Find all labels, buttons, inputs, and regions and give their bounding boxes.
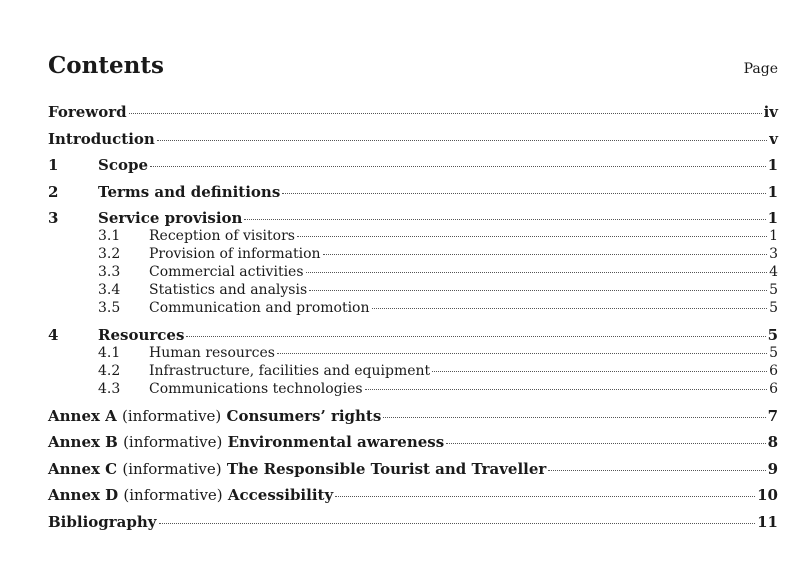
toc-entry-label: Environmental awareness [227, 433, 445, 452]
toc-clause-number: 3.1 [98, 228, 121, 245]
toc-entry-service-provision[interactable] [48, 209, 778, 227]
toc-page-number: 8 [767, 433, 778, 452]
dot-leader [244, 219, 765, 220]
dot-leader [323, 254, 768, 255]
dot-leader [282, 193, 765, 194]
toc-entry-foreword[interactable] [48, 103, 778, 121]
toc-page-number: iv [763, 103, 778, 121]
annex-type: (informative) [122, 459, 222, 478]
toc-entry-label: Scope [98, 156, 149, 175]
toc-entry-label: Provision of information [149, 246, 321, 263]
toc-entry-bibliography[interactable] [48, 513, 778, 531]
toc-page-number: 9 [767, 459, 778, 478]
annex-type: (informative) [123, 433, 223, 452]
toc-entry-label: Terms and definitions [98, 182, 281, 201]
toc-entry-label: The Responsible Tourist and Traveller [226, 459, 547, 478]
dot-leader [306, 272, 768, 273]
annex-prefix: Annex C [48, 459, 118, 478]
toc-clause-number: 3.2 [98, 246, 121, 263]
toc-subentry-3-2[interactable] [48, 245, 778, 263]
toc-page-number: 7 [767, 406, 778, 425]
toc-entry-label: Bibliography [48, 512, 157, 531]
toc-page-number: 4 [769, 264, 778, 281]
toc-entry-annex-b[interactable] [48, 433, 778, 451]
dot-leader [446, 443, 765, 444]
toc-clause-number: 3.3 [98, 264, 121, 281]
toc-page-number: 5 [769, 300, 778, 317]
toc-entry-label: Accessibility [227, 486, 334, 505]
toc-subentry-4-1[interactable] [48, 344, 778, 362]
dot-leader [383, 417, 765, 418]
toc-page-number: 1 [767, 209, 778, 228]
toc-entry-label: Human resources [149, 344, 275, 361]
toc-entry-label: Consumers’ rights [226, 406, 382, 425]
toc-entry-label: Foreword [48, 103, 127, 121]
toc-subentry-3-3[interactable] [48, 263, 778, 281]
toc-page-number: 11 [757, 512, 778, 531]
toc-clause-number: 4.3 [98, 380, 121, 397]
toc-page-number: 10 [757, 486, 778, 505]
contents-header [48, 52, 778, 79]
toc-page-number: 1 [769, 228, 778, 245]
toc-subentry-3-5[interactable] [48, 299, 778, 317]
toc-page-number: 1 [767, 156, 778, 175]
toc-entry-label: Resources [98, 325, 185, 344]
annex-type: (informative) [123, 486, 223, 505]
toc-entry-scope[interactable] [48, 156, 778, 174]
table-of-contents [48, 103, 778, 531]
toc-clause-number: 3.4 [98, 282, 121, 299]
toc-page-number: 5 [769, 344, 778, 361]
dot-leader [150, 166, 766, 167]
annex-prefix: Annex D [48, 486, 119, 505]
toc-entry-label: Introduction [48, 129, 155, 148]
toc-clause-number: 4.1 [98, 344, 121, 361]
toc-page-number: 6 [769, 380, 778, 397]
toc-subentry-3-1[interactable] [48, 227, 778, 245]
dot-leader [159, 523, 756, 524]
toc-clause-number: 3.5 [98, 300, 121, 317]
toc-page-number: 5 [769, 282, 778, 299]
annex-prefix: Annex B [48, 433, 118, 452]
toc-entry-label: Infrastructure, facilities and equipment [149, 362, 431, 379]
dot-leader [309, 290, 767, 291]
dot-leader [129, 113, 762, 114]
dot-leader [186, 336, 765, 337]
toc-subentry-4-2[interactable] [48, 362, 778, 380]
toc-clause-number: 4.2 [98, 362, 121, 379]
toc-entry-label: Communication and promotion [149, 300, 370, 317]
toc-clause-number: 3 [48, 209, 59, 228]
dot-leader [365, 389, 767, 390]
toc-entry-resources[interactable] [48, 326, 778, 344]
toc-entry-label: Service provision [98, 209, 243, 228]
toc-entry-label: Commercial activities [149, 264, 304, 281]
dot-leader [297, 236, 767, 237]
dot-leader [432, 371, 767, 372]
toc-entry-label: Communications technologies [149, 380, 363, 397]
toc-clause-number: 2 [48, 182, 59, 201]
page-column-label: Page [743, 61, 778, 77]
toc-entry-terms-and-definitions[interactable] [48, 183, 778, 201]
dot-leader [157, 140, 767, 141]
annex-prefix: Annex A [48, 406, 117, 425]
dot-leader [335, 496, 755, 497]
toc-entry-annex-c[interactable] [48, 460, 778, 478]
toc-page-number: v [769, 129, 778, 148]
toc-entry-label: Reception of visitors [149, 228, 295, 245]
dot-leader [372, 308, 768, 309]
dot-leader [548, 470, 765, 471]
toc-page-number: 1 [767, 182, 778, 201]
toc-page-number: 3 [769, 246, 778, 263]
toc-clause-number: 1 [48, 156, 59, 175]
toc-entry-annex-a[interactable] [48, 407, 778, 425]
toc-entry-label: Statistics and analysis [149, 282, 308, 299]
toc-entry-introduction[interactable] [48, 130, 778, 148]
dot-leader [277, 353, 767, 354]
annex-type: (informative) [122, 406, 222, 425]
toc-clause-number: 4 [48, 325, 59, 344]
page-title: Contents [48, 52, 164, 79]
toc-entry-annex-d[interactable] [48, 486, 778, 504]
toc-subentry-3-4[interactable] [48, 281, 778, 299]
toc-subentry-4-3[interactable] [48, 380, 778, 398]
toc-page-number: 6 [769, 362, 778, 379]
toc-page-number: 5 [767, 325, 778, 344]
